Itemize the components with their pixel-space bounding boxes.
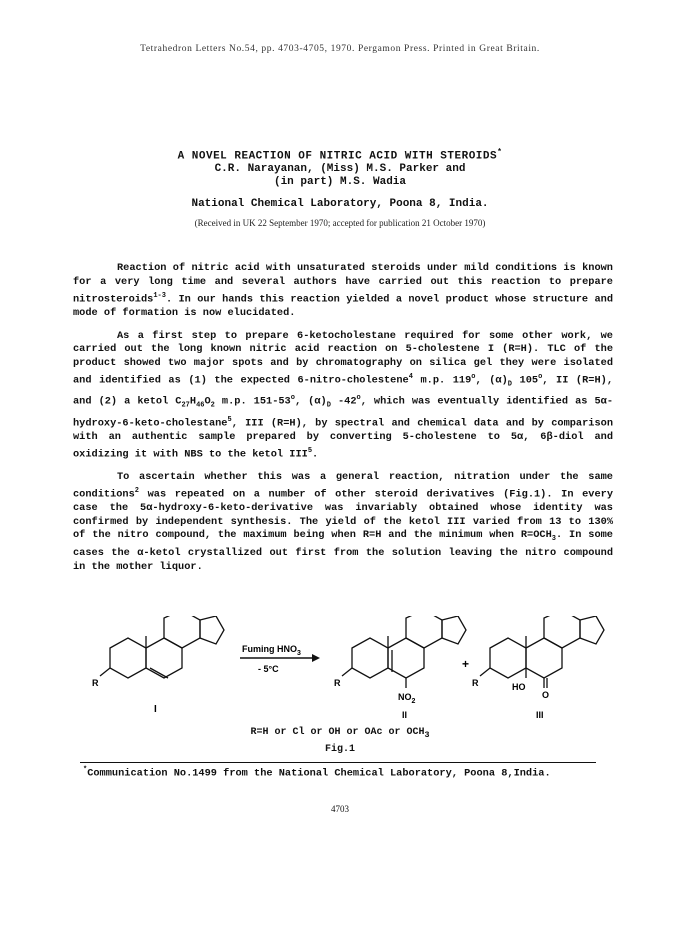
p1-text-b: . In our hands this reaction yielded a novel product whose structure and mode of formation is now elucidated.	[73, 293, 613, 319]
sub-3: 3	[551, 535, 556, 544]
institution: National Chemical Laboratory, Poona 8, India.	[191, 197, 489, 210]
p2-ref-1: 4	[408, 373, 413, 381]
degree-mark: o	[538, 373, 543, 381]
page-number: 4703	[331, 804, 349, 814]
nitro-sub: 2	[411, 698, 416, 705]
title-footnote-mark: *	[497, 148, 503, 157]
paragraph-3	[73, 471, 613, 575]
footnote-rule	[80, 762, 596, 763]
p2-text-k: , which was eventually identified as 5α-hydroxy-6-keto-cholestane	[73, 395, 614, 429]
caption-text: R=H or Cl or OH or OAc or OCH	[250, 727, 425, 738]
label-compound-I: I	[154, 704, 157, 715]
sub-46: 46	[196, 401, 205, 410]
sub-d: D	[326, 401, 331, 410]
journal-header: Tetrahedron Letters No.54, pp. 4703-4705, 1970. Pergamon Press. Printed in Great Britain.	[140, 44, 540, 54]
title-block	[0, 148, 680, 228]
footnote	[83, 766, 551, 779]
received-date: (Received in UK 22 September 1970; accepted for publication 21 October 1970)	[194, 217, 486, 228]
p2-mp-1: m.p. 119	[412, 374, 472, 387]
figure-label: Fig.1	[324, 744, 355, 755]
p2-rotation-value-2: -42	[330, 395, 357, 408]
reagent-text: Fuming HNO	[242, 644, 297, 654]
steroid-I	[100, 616, 236, 678]
degree-mark: o	[356, 394, 361, 403]
p2-rotation-value-1: 105	[511, 374, 539, 387]
paragraph-1	[73, 262, 613, 321]
p1-ref: 1-3	[153, 291, 166, 300]
footnote-mark: *	[83, 766, 88, 774]
paragraph-2	[73, 330, 613, 462]
reagent-sub: 3	[297, 650, 301, 657]
authors-line-1: C.R. Narayanan, (Miss) M.S. Parker and	[214, 162, 466, 175]
reagent-label	[242, 644, 301, 657]
p2-rotation-2: , (α)	[294, 395, 327, 408]
figure-caption	[150, 727, 530, 740]
title-text: A NOVEL REACTION OF NITRIC ACID WITH STEROIDS	[177, 150, 498, 163]
plus-sign: +	[462, 657, 470, 671]
p2-formula-intro: , II (R=H), and (2) a ketol C	[73, 374, 613, 408]
p3-text-a: To ascertain whether this was a general reaction, nitration under the same conditions	[73, 470, 613, 500]
r-group-III: R	[472, 678, 479, 688]
nitro-text: NO	[398, 692, 412, 702]
p2-ref-3: 5	[307, 446, 313, 455]
sub-2: 2	[210, 401, 215, 410]
p2-rotation-1: , (α)	[475, 374, 508, 387]
formula-o: O	[204, 395, 211, 408]
sub-27: 27	[181, 401, 190, 410]
article-body	[73, 262, 613, 584]
p1-text-a: Reaction of nitric acid with unsaturated steroids under mild conditions is known for a very long time and several authors have carried out this reaction to prepare nitrosteroids	[73, 262, 613, 306]
r-group-II: R	[334, 678, 341, 688]
caption-sub: 3	[424, 730, 430, 740]
paper-title	[0, 148, 680, 163]
footnote-text: Communication No.1499 from the National Chemical Laboratory, Poona 8,India.	[87, 767, 551, 780]
degree-mark: o	[290, 394, 295, 403]
keto-oxygen: O	[542, 690, 550, 700]
p3-text-c: . In some cases the α-ketol crystallized out first from the solution leaving the nitro compound in the mother liquor.	[73, 529, 613, 574]
p2-mp-2: m.p. 151-53	[214, 395, 291, 408]
degree-mark: o	[471, 373, 476, 381]
label-compound-III: III	[536, 710, 544, 720]
arrow-head-icon	[312, 654, 320, 662]
hydroxy-group: HO	[512, 682, 526, 692]
temperature-label: - 5°C	[258, 664, 279, 674]
p2-ref-2: 5	[227, 415, 232, 424]
p3-ref: 2	[134, 486, 139, 495]
p2-text-a: As a first step to prepare 6-ketocholestane required for some other work, we carried out the long known nitric acid reaction on 5-cholestene I (R=H). TLC of the product showed two major spots and by chromatography on silica gel they were isolated and identified as (1) the expected 6-nitro-cholestene	[73, 329, 613, 387]
p2-text-l: , III (R=H), by spectral and chemical data and by comparison with an authentic sample prepared by converting 5-cholestene to 5α, 6β-diol and oxidizing it with NBS to the ketol III	[73, 416, 613, 460]
formula-h: H	[189, 395, 197, 408]
r-group-I: R	[92, 678, 99, 688]
steroid-II	[342, 616, 478, 688]
steroid-III	[480, 616, 610, 688]
label-compound-II: II	[402, 710, 408, 720]
authors-line-2: (in part) M.S. Wadia	[273, 175, 407, 188]
nitro-group	[398, 692, 416, 705]
p2-end: .	[312, 447, 319, 460]
double-bond-line	[150, 668, 168, 678]
sub-d: D	[507, 380, 512, 389]
p3-text-b: was repeated on a number of other steroid derivatives (Fig.1). In every case the 5α-hydroxy-6-keto-derivative was invariably obtained whose identity was confirmed by independent synthesis. The yield of the ketol III varied from 13 to 130% of the nitro compound, the maximum being when R=H and the minimum when R=OCH	[73, 487, 613, 542]
